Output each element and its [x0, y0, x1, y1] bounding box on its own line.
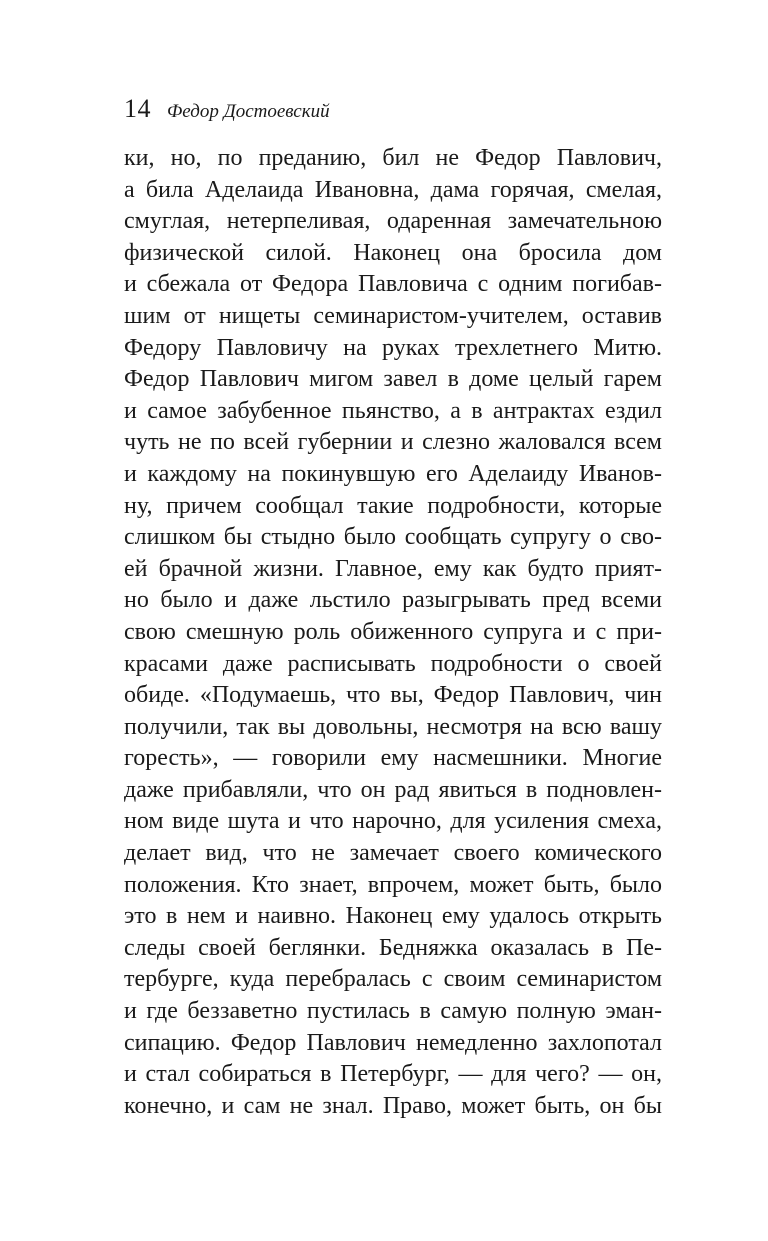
text-line: это в нем и наивно. Наконец ему удалось открыть — [124, 903, 662, 930]
page-number: 14 — [124, 94, 151, 123]
text-line: Федор Павлович мигом завел в доме целый гарем — [124, 366, 662, 393]
text-line: красами даже расписывать подробности о своей — [124, 650, 662, 677]
text-line: делает вид, что не замечает своего комического — [124, 840, 662, 867]
text-line: положения. Кто знает, впрочем, может быть, было — [124, 871, 662, 898]
text-line: смуглая, нетерпеливая, одаренная замечательною — [124, 208, 662, 235]
text-line: и самое забубенное пьянство, а в антрактах ездил — [124, 397, 662, 424]
text-line: свою смешную роль обиженного супруга и с при- — [124, 618, 662, 645]
text-line: обиде. «Подумаешь, что вы, Федор Павлович, чин — [124, 682, 662, 709]
text-line: ей брачной жизни. Главное, ему как будто прият- — [124, 555, 662, 582]
text-line: тербурге, куда перебралась с своим семинаристом — [124, 966, 662, 993]
text-line: чуть не по всей губернии и слезно жаловался всем — [124, 429, 662, 456]
text-line: получили, так вы довольны, несмотря на всю вашу — [124, 713, 662, 740]
text-line: даже прибавляли, что он рад явиться в подновлен- — [124, 776, 662, 803]
text-line: а била Аделаида Ивановна, дама горячая, смелая, — [124, 176, 662, 203]
text-line: ном виде шута и что нарочно, для усиления смеха, — [124, 808, 662, 835]
text-line: но было и даже льстило разыгрывать пред всеми — [124, 587, 662, 614]
text-line: ки, но, по преданию, бил не Федор Павлович, — [124, 145, 662, 171]
text-line: и каждому на покинувшую его Аделаиду Иванов- — [124, 460, 662, 487]
text-line: конечно, и сам не знал. Право, может быть, он бы — [124, 1092, 662, 1119]
text-line: и сбежала от Федора Павловича с одним погибав- — [124, 271, 662, 298]
author-name: Федор Достоевский — [167, 101, 330, 122]
text-line: следы своей беглянки. Бедняжка оказалась в Пе- — [124, 934, 662, 961]
text-line: и стал собираться в Петербург, — для чего? — он, — [124, 1061, 662, 1088]
text-line: сипацию. Федор Павлович немедленно захлопотал — [124, 1029, 662, 1056]
text-line: шим от нищеты семинаристом-учителем, оставив — [124, 302, 662, 329]
text-line: ну, причем сообщал такие подробности, которые — [124, 492, 662, 519]
body-text — [124, 143, 662, 1122]
text-line: физической силой. Наконец она бросила дом — [124, 239, 662, 266]
text-line: и где беззаветно пустилась в самую полную эман- — [124, 998, 662, 1025]
text-line: Федору Павловичу на руках трехлетнего Митю. — [124, 334, 662, 361]
running-head — [124, 94, 330, 128]
text-line: слишком бы стыдно было сообщать супругу о сво- — [124, 524, 662, 551]
text-line: горесть», — говорили ему насмешники. Многие — [124, 745, 662, 772]
